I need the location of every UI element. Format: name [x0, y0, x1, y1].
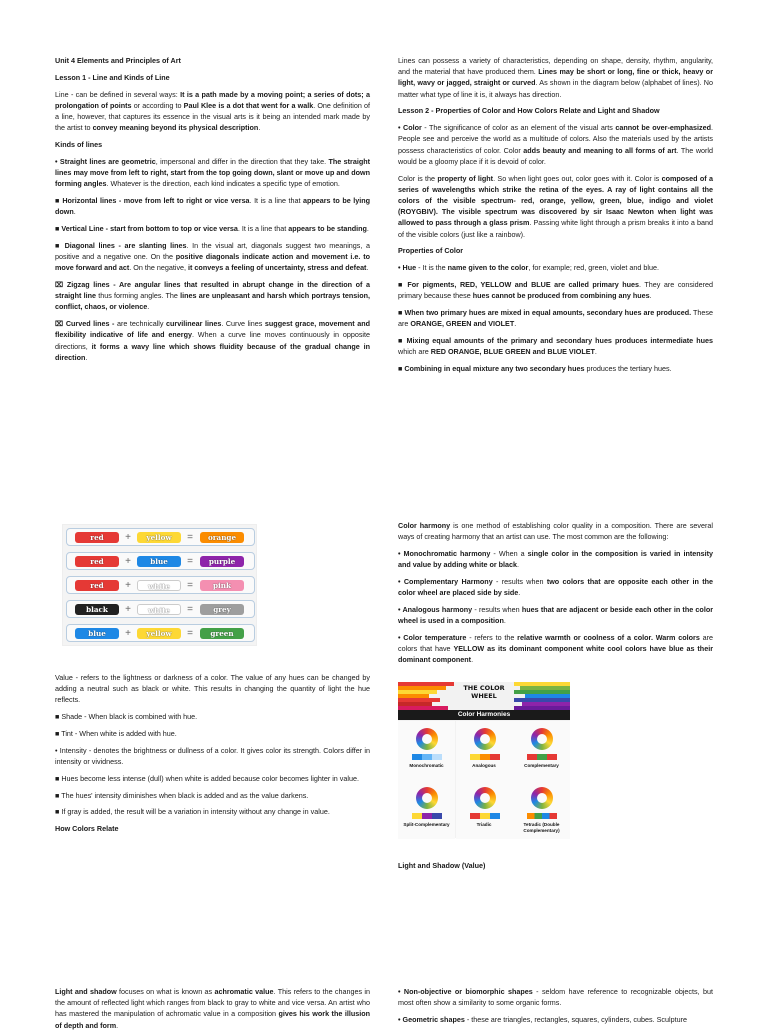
- equals-sign: =: [187, 628, 193, 639]
- left-column-bottom: [55, 986, 370, 1036]
- color-wheel-icon: [416, 787, 438, 809]
- color-chip: yellow: [137, 628, 181, 639]
- harmony-label: Monochromatic: [409, 763, 444, 768]
- intensity-definition: • Intensity - denotes the brightness or dullness of a color. It gives color its strength. Colors differ in intensity or vividness.: [55, 745, 370, 766]
- secondary-hues: ■ When two primary hues are mixed in equal amounts, secondary hues are produced. These are ORANGE, GREEN and VIOLET.: [398, 308, 713, 329]
- color-chip: purple: [200, 556, 244, 567]
- analogous-harmony: • Analogous harmony - results when hues that are adjacent or beside each other in the color wheel is used in a composition.: [398, 605, 714, 626]
- lesson-2-title: Lesson 2 - Properties of Color and How Colors Relate and Light and Shadow: [398, 106, 660, 116]
- diagonal-lines: ■ Diagonal lines - are slanting lines. In the visual art, diagonals suggest two meanings, a positive and a negative one. On the positive diagonals indicate action and movement i.e. to move forward and act. On the negative, it conveys a feeling of uncertainty, stress and defeat.: [55, 240, 370, 273]
- harmony-cell: [456, 721, 513, 780]
- color-chip: red: [75, 556, 119, 567]
- swatch-strip: [527, 754, 557, 760]
- line-definition: Line - can be defined in several ways: It is a path made by a moving point; a series of dots; a prolongation of points or according to Paul Klee is a dot that went for a walk. One definition of a line, however, that captures its essence in the visual arts is it being an intended mark made by the artist to convey meaning beyond its physical description.: [55, 89, 370, 133]
- color-wheel-icon: [474, 728, 496, 750]
- less-intense-note: ■ Hues become less intense (dull) when white is added because color becomes lighter in value.: [55, 773, 359, 783]
- swatch-strip: [412, 813, 442, 819]
- zigzag-lines: ⌧ Zigzag lines - Are angular lines that resulted in abrupt change in the direction of a straight line thus forming angles. The lines are unpleasant and harsh which portrays tension, conflict, chaos, or violence.: [55, 280, 370, 312]
- mix-row: [66, 600, 255, 618]
- right-column-bottom: [398, 986, 713, 1031]
- color-chip: blue: [75, 628, 119, 639]
- color-intro: • Color - The significance of color as an element of the visual arts cannot be over-emphasized. People see and perceive the world as a multitude of colors. Also the materials used by the artists possess characteristics of color. Color adds beauty and meaning to all forms of art. The world would be a gloomy place if it is devoid of color.: [398, 123, 713, 166]
- color-temperature: • Color temperature - refers to the relative warmth or coolness of a color. Warm colors are colors that have YELLOW as its dominant component white cool colors have blue as their dominant component.: [398, 633, 713, 665]
- right-column-mid: [398, 520, 713, 671]
- color-wheel-title: THE COLOR WHEEL: [463, 684, 505, 700]
- gray-note: ■ If gray is added, the result will be a variation in intensity without any change in value.: [55, 807, 330, 817]
- tint-definition: ■ Tint - When white is added with hue.: [55, 729, 177, 738]
- diminishes-note: ■ The hues' intensity diminishes when black is added and as the value darkens.: [55, 790, 309, 800]
- light-shadow-label-block: [398, 860, 713, 877]
- curved-lines: ⌧ Curved lines - are technically curvilinear lines. Curve lines suggest grace, movement and flexibility indicative of life and energy. When a curve line moves continuously in opposite directions, it forms a wavy line which shows fluidity because of the gradual change in direction.: [55, 319, 371, 362]
- kinds-of-lines-heading: Kinds of lines: [55, 140, 103, 149]
- light-and-shadow-heading: Light and Shadow (Value): [398, 861, 486, 870]
- properties-heading: Properties of Color: [398, 246, 464, 256]
- color-wheel-header: [398, 682, 570, 710]
- color-chip: white: [137, 604, 181, 615]
- vertical-lines: ■ Vertical Line - start from bottom to top or vice versa. It is a line that appears to be standing.: [55, 224, 369, 233]
- swatch-strip: [470, 813, 500, 819]
- harmony-label: Complementary: [524, 763, 559, 768]
- equals-sign: =: [187, 532, 193, 543]
- swatch-strip: [527, 813, 557, 819]
- color-chip: yellow: [137, 532, 181, 543]
- color-mixing-chart: [62, 524, 257, 646]
- mix-row: [66, 552, 255, 570]
- unit-title: Unit 4 Elements and Principles of Art: [55, 56, 181, 65]
- color-chip: black: [75, 604, 119, 615]
- harmony-cell: [456, 780, 513, 839]
- harmony-label: Triadic: [476, 822, 492, 827]
- color-chip: red: [75, 532, 119, 543]
- complementary-harmony: • Complementary Harmony - results when two colors that are opposite each other in the color wheel are placed side by side.: [398, 577, 713, 598]
- how-colors-relate-heading: How Colors Relate: [55, 824, 119, 834]
- color-bars-right: [514, 682, 570, 710]
- color-chip: orange: [200, 532, 244, 543]
- color-wheel-image: [398, 682, 570, 838]
- mix-row: [66, 624, 255, 642]
- value-definition: Value - refers to the lightness or darkness of a color. The value of any hues can be changed by adding a neutral such as black or white. This results in changing the quantity of light the hue reflects.: [55, 673, 370, 705]
- color-wheel-icon: [474, 787, 496, 809]
- color-wheel-icon: [531, 787, 553, 809]
- plus-sign: +: [125, 628, 131, 639]
- color-chip: green: [200, 628, 244, 639]
- geometric-shapes: • Geometric shapes - these are triangles, rectangles, squares, cylinders, cubes. Sculpture: [398, 1015, 687, 1024]
- left-column-top: [55, 55, 370, 369]
- color-wheel-icon: [416, 728, 438, 750]
- shade-definition: ■ Shade - When black is combined with hue.: [55, 712, 198, 722]
- harmony-label: Tetradic (Double Complementary): [523, 822, 560, 833]
- monochromatic-harmony: • Monochromatic harmony - When a single color in the composition is varied in intensity and value by adding white or black.: [398, 549, 714, 570]
- intermediate-hues: ■ Mixing equal amounts of the primary and secondary hues produces intermediate hues which are RED ORANGE, BLUE GREEN and BLUE VIOLET.: [398, 336, 713, 357]
- color-light: Color is the property of light. So when light goes out, color goes with it. Color is composed of a series of wavelengths which strike the retina of the eyes. A ray of light contains all the colors of the visible spectrum- red, orange, yellow, green, blue, indigo and violet (ROYGBIV). The visible spectrum was discovered by sir Isaac Newton when light was allowed to pass through a glass prism. Passing white light through a prism breaks it into a band of the visible colors (just like a rainbow).: [398, 173, 713, 239]
- light-shadow-paragraph: Light and shadow focuses on what is known as achromatic value. This refers to the changes in the amount of reflected light which ranges from black to gray to white and vice versa. An artist who has mastered the manipulation of achromatic value in a composition gives his work the illusion of depth and form.: [55, 987, 370, 1030]
- color-chip: red: [75, 580, 119, 591]
- swatch-strip: [412, 754, 442, 760]
- harmony-cell: [398, 780, 455, 839]
- primary-hues: ■ For pigments, RED, YELLOW and BLUE are called primary hues. They are considered primary because these hues cannot be produced from combining any hues.: [398, 280, 713, 301]
- equals-sign: =: [187, 580, 193, 591]
- swatch-strip: [470, 754, 500, 760]
- harmony-cell: [513, 721, 570, 780]
- plus-sign: +: [125, 604, 131, 615]
- non-objective-shapes: • Non-objective or biomorphic shapes - seldom have reference to recognizable objects, but most often show a similarity to some organic forms.: [398, 987, 713, 1008]
- horizontal-lines: ■ Horizontal lines - move from left to right or vice versa. It is a line that appears to be lying down.: [55, 196, 370, 217]
- color-chip: grey: [200, 604, 244, 615]
- color-chip: white: [137, 580, 181, 591]
- hue: • Hue - It is the name given to the color, for example; red, green, violet and blue.: [398, 263, 659, 273]
- plus-sign: +: [125, 580, 131, 591]
- mix-row: [66, 576, 255, 594]
- harmony-cell: [398, 721, 455, 780]
- color-chip: pink: [200, 580, 244, 591]
- equals-sign: =: [187, 604, 193, 615]
- color-chip: blue: [137, 556, 181, 567]
- straight-lines: • Straight lines are geometric, impersonal and differ in the direction that they take. The straight lines may move from left to right, start from the top going down, slant or move up and down forming angles. Whatever is the direction, each kind indicates a specific type of emotion.: [55, 156, 371, 189]
- harmony-label: Split-Complementary: [403, 822, 450, 827]
- equals-sign: =: [187, 556, 193, 567]
- line-characteristics: Lines can possess a variety of characteristics, depending on shape, density, rhythm, angularity, and the material that have produced them. Lines may be short or long, fine or thick, heavy or light, wavy or jagged, straight or curved. As shown in the diagram below (alphabet of lines). No matter what type of line it is, it always has direction.: [398, 56, 713, 99]
- color-harmonies-band: Color Harmonies: [398, 710, 570, 720]
- color-bars-left: [398, 682, 454, 710]
- right-column-top: [398, 55, 713, 380]
- color-harmony: Color harmony is one method of establishing color quality in a composition. There are several ways of creating harmony that an artist can use. The most common are the following:: [398, 521, 713, 542]
- harmony-cell: [513, 780, 570, 839]
- left-column-mid: [55, 672, 370, 840]
- plus-sign: +: [125, 532, 131, 543]
- plus-sign: +: [125, 556, 131, 567]
- tertiary-hues: ■ Combining in equal mixture any two secondary hues produces the tertiary hues.: [398, 364, 672, 374]
- mix-row: [66, 528, 255, 546]
- harmony-label: Analogous: [472, 763, 496, 768]
- color-wheel-icon: [531, 728, 553, 750]
- lesson-1-title: Lesson 1 - Line and Kinds of Line: [55, 72, 170, 82]
